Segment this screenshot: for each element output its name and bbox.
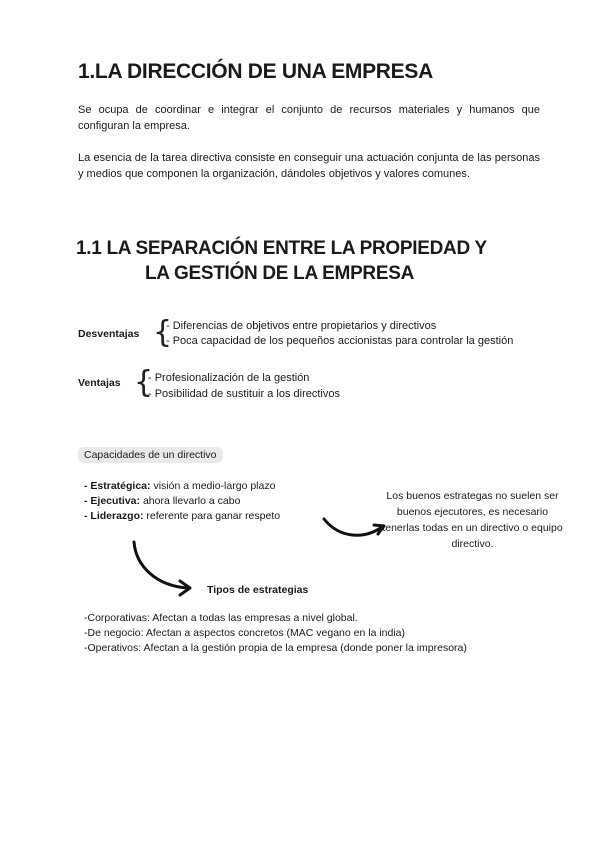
capacidades-heading: Capacidades de un directivo <box>78 447 223 463</box>
tipos-title: Tipos de estrategias <box>207 584 309 596</box>
capacidad-name: - Estratégica: <box>84 480 151 492</box>
capacidad-item-ejecutiva <box>84 495 240 507</box>
arrow-to-note-icon <box>320 505 390 545</box>
arrow-to-tipos-icon <box>128 538 208 598</box>
capacidad-item-liderazgo <box>84 510 280 522</box>
section-title-separacion-line2: LA GESTIÓN DE LA EMPRESA <box>145 263 415 284</box>
section-title-separacion-line1: 1.1 LA SEPARACIÓN ENTRE LA PROPIEDAD Y <box>76 238 487 259</box>
desventaja-item: - Diferencias de objetivos entre propietarios y directivos <box>166 320 437 332</box>
ventaja-item: - Profesionalización de la gestión <box>148 372 310 384</box>
tipo-item: -Corporativas: Afectan a todas las empresas a nivel global. <box>84 612 358 624</box>
desventajas-brace: { <box>153 315 173 350</box>
ventajas-label: Ventajas <box>78 377 121 389</box>
section-title-direccion: 1.LA DIRECCIÓN DE UNA EMPRESA <box>78 60 433 83</box>
capacidades-note: Los buenos estrategas no suelen ser buenos ejecutores, es necesario tenerlas todas en un directivo o equipo directivo. <box>382 490 563 550</box>
ventajas-brace: { <box>134 365 154 400</box>
tipo-item: -De negocio: Afectan a aspectos concretos (MAC vegano en la india) <box>84 627 406 639</box>
ventaja-item: - Posibilidad de sustituir a los directivos <box>148 388 340 400</box>
paragraph-definition: Se ocupa de coordinar e integrar el conjunto de recursos materiales y humanos que configuran la empresa. <box>78 104 540 132</box>
tipo-item: -Operativos: Afectan a la gestión propia de la empresa (donde poner la impresora) <box>84 642 467 654</box>
capacidad-desc: referente para ganar respeto <box>143 510 281 522</box>
paragraph-essence: La esencia de la tarea directiva consiste en conseguir una actuación conjunta de las personas y medios que componen la organización, dándoles objetivos y valores comunes. <box>78 152 540 180</box>
capacidad-desc: visión a medio-largo plazo <box>150 480 276 492</box>
capacidad-name: - Liderazgo: <box>84 510 144 522</box>
capacidad-desc: ahora llevarlo a cabo <box>140 495 241 507</box>
desventajas-label: Desventajas <box>78 328 140 340</box>
capacidad-name: - Ejecutiva: <box>84 495 141 507</box>
capacidad-item-estrategica <box>84 480 275 492</box>
desventaja-item: - Poca capacidad de los pequeños accionistas para controlar la gestión <box>166 335 514 347</box>
